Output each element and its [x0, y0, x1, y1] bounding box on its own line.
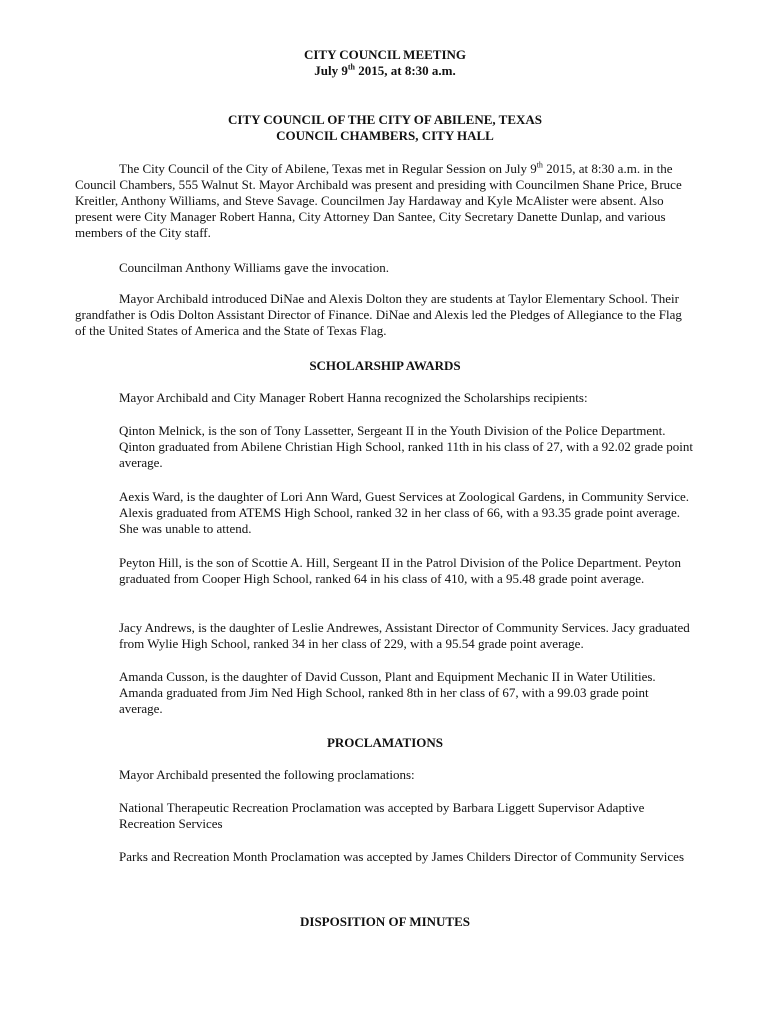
scholarship-recipient: Peyton Hill, is the son of Scottie A. Hill, Sergeant II in the Patrol Division of the Police Department. Peyton graduated from Cooper High School, ranked 64 in his class of 410, with a 95.48 grade point average.: [119, 555, 681, 586]
intro-text-a: The City Council of the City of Abilene, Texas met in Regular Session on July 9: [119, 161, 537, 176]
intro-paragraph: [75, 161, 695, 241]
scholarship-recipient: Amanda Cusson, is the daughter of David Cusson, Plant and Equipment Mechanic II in Water Utilities. Amanda graduated from Jim Ned High School, ranked 8th in her class of 67, with a 99.03 grade point average.: [119, 669, 656, 716]
proclamations-heading: PROCLAMATIONS: [326, 735, 444, 750]
council-title: CITY COUNCIL OF THE CITY OF ABILENE, TEXAS: [228, 112, 542, 127]
proclamation-item: National Therapeutic Recreation Proclamation was accepted by Barbara Liggett Supervisor Adaptive Recreation Services: [119, 800, 645, 831]
invocation-paragraph: Councilman Anthony Williams gave the invocation.: [119, 260, 390, 275]
pledge-paragraph: Mayor Archibald introduced DiNae and Alexis Dolton they are students at Taylor Elementary School. Their grandfather is Odis Dolton Assistant Director of Finance. DiNae and Alexis led the Pledges of Allegiance to the Flag of the United States of America and the State of Texas Flag.: [75, 291, 682, 338]
meeting-date-prefix: July 9: [314, 63, 348, 78]
council-header: [75, 112, 695, 144]
council-location: COUNCIL CHAMBERS, CITY HALL: [276, 128, 494, 143]
meeting-title: CITY COUNCIL MEETING: [303, 47, 467, 62]
minutes-heading: DISPOSITION OF MINUTES: [300, 914, 470, 929]
intro-sup: th: [536, 160, 543, 170]
scholarship-recipient: Aexis Ward, is the daughter of Lori Ann Ward, Guest Services at Zoological Gardens, in Community Service. Alexis graduated from ATEMS High School, ranked 32 in her class of 66, with a 93.35 grade point average. She was unable to attend.: [119, 489, 690, 536]
meeting-date-sup: th: [347, 62, 355, 72]
scholarship-recipient: Qinton Melnick, is the son of Tony Lassetter, Sergeant II in the Youth Division of the Police Department. Qinton graduated from Abilene Christian High School, ranked 11th in his class of 27, with a 92.02 grade point average.: [119, 423, 693, 470]
proclamations-intro: Mayor Archibald presented the following proclamations:: [119, 767, 415, 782]
meeting-date: [75, 63, 695, 79]
meeting-date-suffix: 2015, at 8:30 a.m.: [354, 63, 456, 78]
meeting-header: [75, 47, 695, 79]
proclamation-item: Parks and Recreation Month Proclamation was accepted by James Childers Director of Community Services: [119, 849, 684, 864]
scholarship-recipient: Jacy Andrews, is the daughter of Leslie Andrewes, Assistant Director of Community Services. Jacy graduated from Wylie High School, ranked 34 in her class of 229, with a 95.54 grade point average.: [119, 620, 690, 651]
scholarship-intro: Mayor Archibald and City Manager Robert Hanna recognized the Scholarships recipients:: [119, 390, 588, 405]
scholarship-heading: SCHOLARSHIP AWARDS: [309, 358, 461, 373]
intro-text-b: 2015, at 8:30 a.m. in the Council Chambers, 555 Walnut St. Mayor Archibald was present and presiding with Councilmen Shane Price, Bruce Kreitler, Anthony Williams, and Steve Savage. Councilmen Jay Hardaway and Kyle McAlister were absent. Also present were City Manager Robert Hanna, City Attorney Dan Santee, City Secretary Danette Dunlap, and various members of the City staff.: [75, 161, 682, 240]
